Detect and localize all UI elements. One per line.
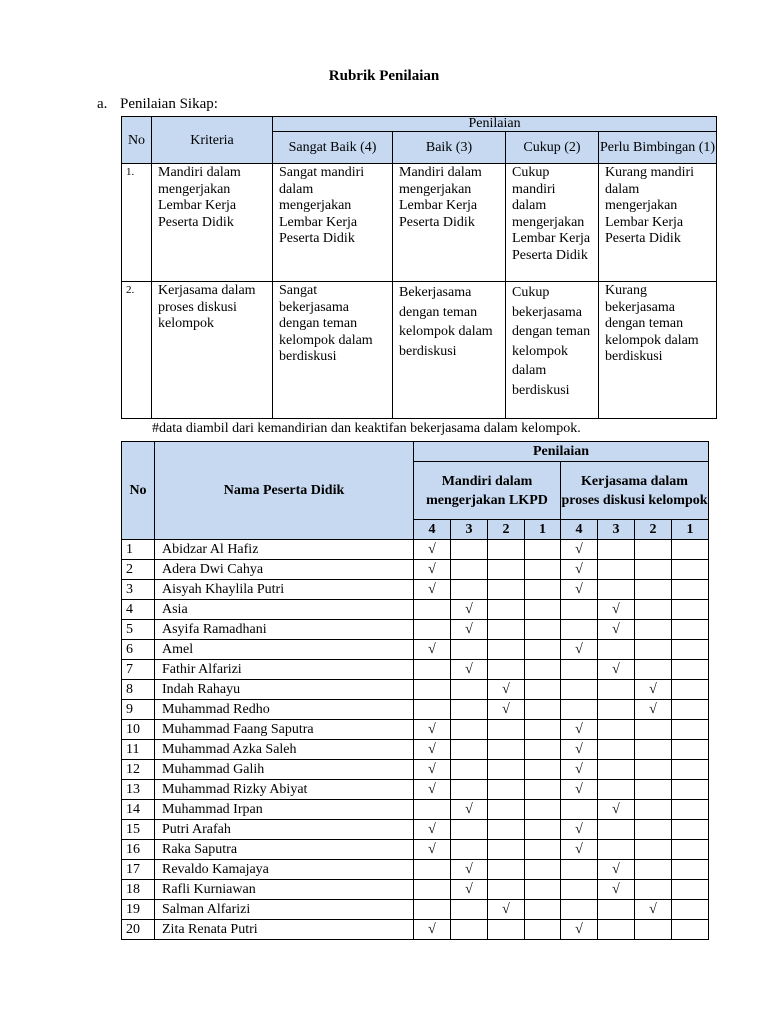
student-no: 8 [122, 680, 155, 700]
check-mark: √ [561, 780, 598, 800]
student-name: Salman Alfarizi [155, 900, 414, 920]
check-mark: √ [414, 740, 451, 760]
score-cell [488, 720, 525, 740]
check-mark: √ [414, 760, 451, 780]
check-mark: √ [561, 920, 598, 940]
score-cell [672, 840, 709, 860]
score-cell [635, 820, 672, 840]
score-cell [488, 580, 525, 600]
score-cell [414, 600, 451, 620]
data-note: #data diambil dari kemandirian dan keaktifan bekerjasama dalam kelompok. [152, 421, 581, 436]
student-row [122, 860, 709, 880]
score-cell [488, 620, 525, 640]
student-row [122, 560, 709, 580]
rubric-row [122, 164, 717, 282]
check-mark: √ [451, 860, 488, 880]
score-cell [672, 760, 709, 780]
rubric-level-cell: Cukup mandiri dalam mengerjakan Lembar Kerja Peserta Didik [506, 164, 599, 282]
student-row [122, 740, 709, 760]
score-cell [525, 920, 561, 940]
score-cell [525, 660, 561, 680]
student-row [122, 600, 709, 620]
student-row [122, 660, 709, 680]
score-cell [525, 620, 561, 640]
student-no: 17 [122, 860, 155, 880]
section-heading [97, 96, 218, 113]
score-cell [561, 660, 598, 680]
student-name: Fathir Alfarizi [155, 660, 414, 680]
score-cell [488, 800, 525, 820]
student-name: Abidzar Al Hafiz [155, 540, 414, 560]
score-cell [598, 680, 635, 700]
student-row [122, 680, 709, 700]
score-cell [451, 820, 488, 840]
score-cell [488, 780, 525, 800]
students-header-penilaian: Penilaian [414, 442, 709, 462]
check-mark: √ [561, 760, 598, 780]
score-cell [488, 640, 525, 660]
score-cell [561, 860, 598, 880]
score-cell [451, 720, 488, 740]
rubric-header-kriteria: Kriteria [152, 117, 273, 164]
score-cell [635, 720, 672, 740]
score-cell [525, 840, 561, 860]
student-row [122, 580, 709, 600]
score-cell [598, 700, 635, 720]
check-mark: √ [414, 580, 451, 600]
check-mark: √ [561, 820, 598, 840]
student-name: Muhammad Rizky Abiyat [155, 780, 414, 800]
score-cell [672, 580, 709, 600]
student-row [122, 700, 709, 720]
check-mark: √ [561, 740, 598, 760]
check-mark: √ [561, 720, 598, 740]
student-row [122, 920, 709, 940]
score-cell [451, 920, 488, 940]
rubric-kriteria-cell: Mandiri dalam mengerjakan Lembar Kerja Peserta Didik [152, 164, 273, 282]
check-mark: √ [414, 840, 451, 860]
score-cell [561, 680, 598, 700]
student-name: Muhammad Redho [155, 700, 414, 720]
check-mark: √ [414, 560, 451, 580]
score-cell [598, 900, 635, 920]
score-cell [525, 880, 561, 900]
score-cell [672, 600, 709, 620]
score-cell [672, 740, 709, 760]
score-cell [488, 920, 525, 940]
score-cell [488, 660, 525, 680]
score-cell [525, 900, 561, 920]
student-no: 20 [122, 920, 155, 940]
score-cell [672, 880, 709, 900]
check-mark: √ [414, 540, 451, 560]
student-no: 3 [122, 580, 155, 600]
students-header-mandiri: Mandiri dalam mengerjakan LKPD [414, 462, 561, 520]
rubric-level-cell: Sangat bekerjasama dengan teman kelompok dalam berdiskusi [273, 282, 393, 419]
student-no: 7 [122, 660, 155, 680]
student-no: 9 [122, 700, 155, 720]
check-mark: √ [414, 640, 451, 660]
check-mark: √ [561, 580, 598, 600]
score-header: 3 [598, 520, 635, 540]
score-cell [525, 800, 561, 820]
rubric-row [122, 282, 717, 419]
score-cell [451, 700, 488, 720]
score-header: 2 [488, 520, 525, 540]
score-cell [672, 660, 709, 680]
score-cell [598, 780, 635, 800]
student-name: Muhammad Irpan [155, 800, 414, 820]
score-cell [672, 700, 709, 720]
score-cell [451, 740, 488, 760]
score-cell [488, 820, 525, 840]
student-no: 11 [122, 740, 155, 760]
score-cell [414, 620, 451, 640]
score-cell [414, 860, 451, 880]
score-cell [451, 840, 488, 860]
score-cell [635, 780, 672, 800]
rubric-level-cell: Mandiri dalam mengerjakan Lembar Kerja Peserta Didik [393, 164, 506, 282]
check-mark: √ [561, 540, 598, 560]
score-cell [525, 760, 561, 780]
students-header-no: No [122, 442, 155, 540]
score-cell [598, 920, 635, 940]
score-cell [561, 620, 598, 640]
section-title: Penilaian Sikap: [120, 96, 218, 112]
student-name: Indah Rahayu [155, 680, 414, 700]
score-cell [635, 640, 672, 660]
score-cell [525, 600, 561, 620]
student-name: Muhammad Faang Saputra [155, 720, 414, 740]
check-mark: √ [598, 660, 635, 680]
student-row [122, 620, 709, 640]
rubric-header-penilaian: Penilaian [273, 117, 717, 132]
rubric-level-header: Perlu Bimbingan (1) [599, 132, 717, 164]
score-cell [488, 740, 525, 760]
check-mark: √ [451, 880, 488, 900]
student-no: 19 [122, 900, 155, 920]
check-mark: √ [635, 680, 672, 700]
check-mark: √ [414, 720, 451, 740]
check-mark: √ [414, 920, 451, 940]
score-cell [451, 540, 488, 560]
student-no: 12 [122, 760, 155, 780]
score-cell [525, 700, 561, 720]
score-cell [598, 640, 635, 660]
score-cell [451, 560, 488, 580]
score-cell [525, 820, 561, 840]
student-no: 4 [122, 600, 155, 620]
rubric-level-cell: Bekerjasama dengan teman kelompok dalam berdiskusi [393, 282, 506, 419]
score-cell [635, 760, 672, 780]
score-cell [635, 580, 672, 600]
score-cell [561, 600, 598, 620]
score-cell [672, 900, 709, 920]
check-mark: √ [488, 680, 525, 700]
check-mark: √ [635, 900, 672, 920]
check-mark: √ [451, 660, 488, 680]
check-mark: √ [451, 800, 488, 820]
student-row [122, 840, 709, 860]
document-title: Rubrik Penilaian [328, 68, 440, 84]
student-no: 16 [122, 840, 155, 860]
score-cell [525, 560, 561, 580]
score-cell [561, 900, 598, 920]
student-name: Aisyah Khaylila Putri [155, 580, 414, 600]
check-mark: √ [561, 840, 598, 860]
score-cell [635, 740, 672, 760]
score-cell [598, 740, 635, 760]
section-label: a. [97, 96, 108, 112]
score-cell [635, 600, 672, 620]
student-row [122, 880, 709, 900]
score-cell [598, 560, 635, 580]
score-cell [525, 640, 561, 660]
score-cell [488, 760, 525, 780]
student-name: Asia [155, 600, 414, 620]
score-cell [672, 820, 709, 840]
student-name: Revaldo Kamajaya [155, 860, 414, 880]
rubric-level-header: Sangat Baik (4) [273, 132, 393, 164]
score-header: 1 [672, 520, 709, 540]
check-mark: √ [598, 800, 635, 820]
score-header: 3 [451, 520, 488, 540]
score-cell [635, 840, 672, 860]
rubric-level-header: Cukup (2) [506, 132, 599, 164]
student-no: 14 [122, 800, 155, 820]
score-cell [598, 720, 635, 740]
check-mark: √ [598, 860, 635, 880]
score-header: 2 [635, 520, 672, 540]
check-mark: √ [414, 780, 451, 800]
score-cell [672, 680, 709, 700]
score-cell [414, 900, 451, 920]
score-cell [635, 920, 672, 940]
rubric-kriteria-cell: Kerjasama dalam proses diskusi kelompok [152, 282, 273, 419]
score-cell [488, 840, 525, 860]
student-name: Muhammad Galih [155, 760, 414, 780]
student-row [122, 720, 709, 740]
student-no: 18 [122, 880, 155, 900]
score-cell [672, 720, 709, 740]
score-cell [672, 920, 709, 940]
score-cell [525, 740, 561, 760]
score-cell [414, 680, 451, 700]
score-cell [598, 580, 635, 600]
score-cell [672, 860, 709, 880]
student-name: Raka Saputra [155, 840, 414, 860]
student-no: 15 [122, 820, 155, 840]
score-cell [451, 760, 488, 780]
students-header-nama: Nama Peserta Didik [155, 442, 414, 540]
check-mark: √ [451, 620, 488, 640]
score-cell [488, 600, 525, 620]
score-cell [525, 720, 561, 740]
score-cell [561, 800, 598, 820]
score-cell [525, 860, 561, 880]
check-mark: √ [414, 820, 451, 840]
student-row [122, 640, 709, 660]
rubric-row-no: 1. [122, 164, 152, 282]
student-row [122, 820, 709, 840]
score-cell [488, 860, 525, 880]
rubric-level-cell: Kurang mandiri dalam mengerjakan Lembar Kerja Peserta Didik [599, 164, 717, 282]
score-cell [672, 640, 709, 660]
rubric-level-cell: Cukup bekerjasama dengan teman kelompok dalam berdiskusi [506, 282, 599, 419]
score-cell [488, 560, 525, 580]
student-row [122, 760, 709, 780]
score-cell [635, 800, 672, 820]
score-cell [451, 680, 488, 700]
score-cell [672, 620, 709, 640]
score-cell [635, 540, 672, 560]
score-cell [451, 580, 488, 600]
rubric-header-no: No [122, 117, 152, 164]
student-row [122, 800, 709, 820]
score-cell [672, 560, 709, 580]
score-cell [525, 680, 561, 700]
student-score-table [121, 441, 709, 940]
score-cell [488, 880, 525, 900]
score-cell [414, 700, 451, 720]
score-cell [598, 540, 635, 560]
score-cell [525, 580, 561, 600]
check-mark: √ [561, 640, 598, 660]
rubric-table [121, 116, 717, 419]
student-name: Asyifa Ramadhani [155, 620, 414, 640]
score-cell [414, 880, 451, 900]
student-name: Zita Renata Putri [155, 920, 414, 940]
students-header-kerjasama: Kerjasama dalam proses diskusi kelompok [561, 462, 709, 520]
student-row [122, 900, 709, 920]
student-row [122, 780, 709, 800]
score-cell [414, 800, 451, 820]
check-mark: √ [561, 560, 598, 580]
score-cell [451, 780, 488, 800]
score-cell [488, 540, 525, 560]
student-name: Rafli Kurniawan [155, 880, 414, 900]
score-header: 1 [525, 520, 561, 540]
score-cell [561, 700, 598, 720]
score-cell [672, 780, 709, 800]
score-cell [635, 620, 672, 640]
score-header: 4 [414, 520, 451, 540]
score-cell [525, 540, 561, 560]
score-cell [414, 660, 451, 680]
student-no: 6 [122, 640, 155, 660]
check-mark: √ [635, 700, 672, 720]
score-cell [525, 780, 561, 800]
score-cell [451, 900, 488, 920]
score-cell [451, 640, 488, 660]
score-cell [635, 880, 672, 900]
score-cell [598, 840, 635, 860]
student-name: Putri Arafah [155, 820, 414, 840]
student-name: Adera Dwi Cahya [155, 560, 414, 580]
student-row [122, 540, 709, 560]
score-cell [598, 820, 635, 840]
score-cell [635, 860, 672, 880]
score-cell [635, 560, 672, 580]
check-mark: √ [598, 880, 635, 900]
student-no: 1 [122, 540, 155, 560]
rubric-row-no: 2. [122, 282, 152, 419]
check-mark: √ [488, 700, 525, 720]
student-no: 13 [122, 780, 155, 800]
score-cell [672, 800, 709, 820]
check-mark: √ [488, 900, 525, 920]
student-name: Muhammad Azka Saleh [155, 740, 414, 760]
student-name: Amel [155, 640, 414, 660]
check-mark: √ [451, 600, 488, 620]
rubric-level-cell: Sangat mandiri dalam mengerjakan Lembar Kerja Peserta Didik [273, 164, 393, 282]
rubric-level-cell: Kurang bekerjasama dengan teman kelompok dalam berdiskusi [599, 282, 717, 419]
score-cell [598, 760, 635, 780]
score-header: 4 [561, 520, 598, 540]
check-mark: √ [598, 600, 635, 620]
rubric-level-header: Baik (3) [393, 132, 506, 164]
score-cell [561, 880, 598, 900]
student-no: 10 [122, 720, 155, 740]
check-mark: √ [598, 620, 635, 640]
score-cell [635, 660, 672, 680]
student-no: 5 [122, 620, 155, 640]
score-cell [672, 540, 709, 560]
student-no: 2 [122, 560, 155, 580]
